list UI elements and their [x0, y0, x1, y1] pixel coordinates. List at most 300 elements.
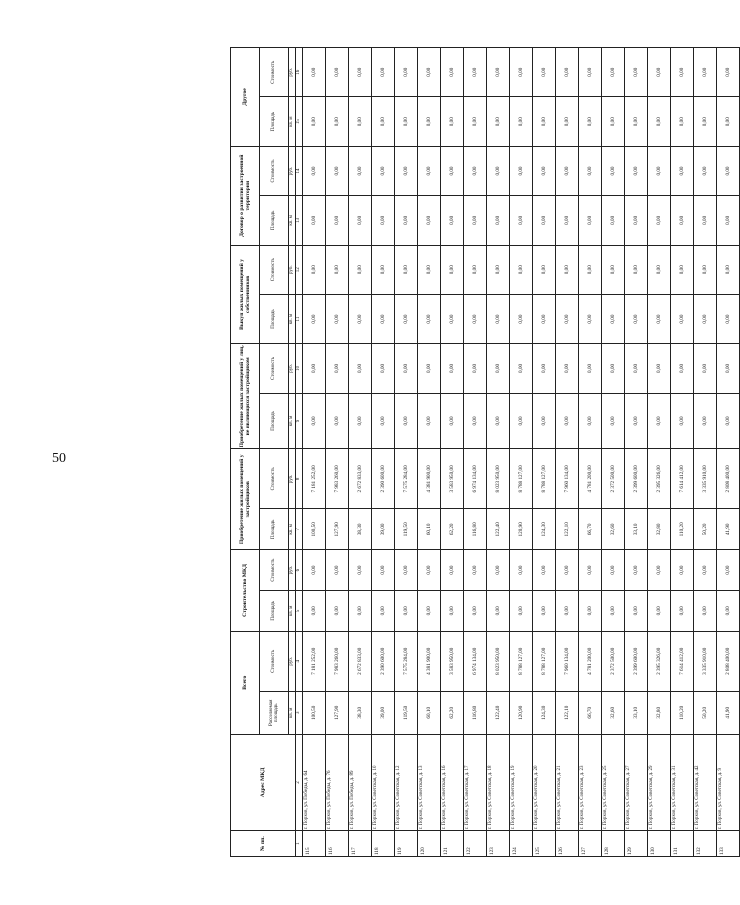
subheader-area: Площадь	[260, 590, 289, 631]
zero-cell: 0,00	[671, 196, 694, 245]
construction-cost: 0,00	[717, 550, 740, 591]
subheader-cost: Стоимость	[260, 48, 289, 97]
purchase-cost: 2 372 500,00	[602, 449, 625, 509]
column-number: 8	[296, 449, 303, 509]
zero-cell: 0,00	[717, 245, 740, 294]
zero-cell: 0,00	[303, 48, 326, 97]
zero-cell: 0,00	[464, 97, 487, 146]
total-area: 50,20	[694, 691, 717, 734]
zero-cell: 0,00	[303, 393, 326, 449]
zero-cell: 0,00	[441, 393, 464, 449]
total-cost: 7 181 252,00	[303, 631, 326, 691]
construction-area: 0,00	[625, 590, 648, 631]
column-number: 9	[296, 393, 303, 449]
subheader-cost: Стоимость	[260, 449, 289, 509]
zero-cell: 0,00	[625, 245, 648, 294]
zero-cell: 0,00	[418, 196, 441, 245]
column-number: 6	[296, 550, 303, 591]
row-address: г. Порхов, ул. Советская, д. 9	[717, 734, 740, 831]
unit-area: кв. м	[289, 509, 296, 550]
row-number: 127	[579, 831, 602, 857]
construction-cost: 0,00	[694, 550, 717, 591]
total-area: 110,20	[671, 691, 694, 734]
table-row	[510, 48, 533, 857]
subheader-cost: Стоимость	[260, 631, 289, 691]
zero-cell: 0,00	[602, 48, 625, 97]
zero-cell: 0,00	[648, 97, 671, 146]
zero-cell: 0,00	[602, 146, 625, 195]
zero-cell: 0,00	[395, 146, 418, 195]
row-number: 131	[671, 831, 694, 857]
construction-cost: 0,00	[556, 550, 579, 591]
construction-cost: 0,00	[625, 550, 648, 591]
table-row	[303, 48, 326, 857]
row-number: 128	[602, 831, 625, 857]
zero-cell: 0,00	[349, 97, 372, 146]
zero-cell: 0,00	[441, 344, 464, 393]
purchase-cost: 2 395 326,00	[648, 449, 671, 509]
table-row	[418, 48, 441, 857]
purchase-cost: 2 672 833,00	[349, 449, 372, 509]
zero-cell: 0,00	[441, 146, 464, 195]
total-area: 100,50	[303, 691, 326, 734]
row-address: г. Порхов, ул. Советская, д. 20	[533, 734, 556, 831]
zero-cell: 0,00	[694, 245, 717, 294]
zero-cell: 0,00	[671, 245, 694, 294]
row-address: г. Порхов, ул. Советская, д. 17	[464, 734, 487, 831]
zero-cell: 0,00	[510, 196, 533, 245]
purchase-area: 100,50	[303, 509, 326, 550]
construction-area: 0,00	[579, 590, 602, 631]
subheader-cost: Стоимость	[260, 550, 289, 591]
zero-cell: 0,00	[487, 245, 510, 294]
subheader-cost: Стоимость	[260, 245, 289, 294]
total-area: 60,10	[418, 691, 441, 734]
table-row	[441, 48, 464, 857]
purchase-cost: 2 399 600,00	[625, 449, 648, 509]
total-area: 66,70	[579, 691, 602, 734]
zero-cell: 0,00	[372, 245, 395, 294]
zero-cell: 0,00	[579, 196, 602, 245]
construction-cost: 0,00	[487, 550, 510, 591]
purchase-area: 116,80	[464, 509, 487, 550]
zero-cell: 0,00	[326, 245, 349, 294]
table-row	[372, 48, 395, 857]
row-address: г. Порхов, ул. Советская, д. 10	[372, 734, 395, 831]
zero-cell: 0,00	[694, 344, 717, 393]
row-address: г. Порхов, ул. Советская, д. 13	[418, 734, 441, 831]
total-cost: 2 808 400,00	[717, 631, 740, 691]
total-cost: 2 390 600,00	[372, 631, 395, 691]
zero-cell: 0,00	[556, 97, 579, 146]
zero-cell: 0,00	[602, 196, 625, 245]
row-number: 121	[441, 831, 464, 857]
column-number: 2	[296, 734, 303, 831]
zero-cell: 0,00	[717, 344, 740, 393]
table-row	[671, 48, 694, 857]
total-cost: 2 672 833,00	[349, 631, 372, 691]
zero-cell: 0,00	[579, 344, 602, 393]
zero-cell: 0,00	[464, 245, 487, 294]
purchase-area: 110,20	[671, 509, 694, 550]
row-number: 129	[625, 831, 648, 857]
row-number: 118	[372, 831, 395, 857]
zero-cell: 0,00	[602, 344, 625, 393]
zero-cell: 0,00	[556, 344, 579, 393]
zero-cell: 0,00	[464, 393, 487, 449]
row-address: г. Порхов, ул. Советская, д. 16	[441, 734, 464, 831]
zero-cell: 0,00	[579, 97, 602, 146]
zero-cell: 0,00	[395, 48, 418, 97]
zero-cell: 0,00	[303, 146, 326, 195]
row-address: г. Порхов, ул. Победы, д. 89	[349, 734, 372, 831]
zero-cell: 0,00	[533, 393, 556, 449]
zero-cell: 0,00	[464, 146, 487, 195]
zero-cell: 0,00	[556, 294, 579, 343]
total-area: 33,10	[625, 691, 648, 734]
row-number: 122	[464, 831, 487, 857]
purchase-cost: 7 181 252,00	[303, 449, 326, 509]
construction-area: 0,00	[418, 590, 441, 631]
row-number: 120	[418, 831, 441, 857]
zero-cell: 0,00	[648, 146, 671, 195]
construction-cost: 0,00	[418, 550, 441, 591]
purchase-cost: 3 583 950,00	[441, 449, 464, 509]
zero-cell: 0,00	[602, 393, 625, 449]
construction-cost: 0,00	[602, 550, 625, 591]
zero-cell: 0,00	[487, 294, 510, 343]
zero-cell: 0,00	[487, 146, 510, 195]
zero-cell: 0,00	[671, 393, 694, 449]
zero-cell: 0,00	[395, 245, 418, 294]
total-cost: 3 335 910,00	[694, 631, 717, 691]
total-cost: 6 974 134,00	[464, 631, 487, 691]
construction-area: 0,00	[303, 590, 326, 631]
construction-cost: 0,00	[579, 550, 602, 591]
zero-cell: 0,00	[694, 393, 717, 449]
column-number: 15	[296, 97, 303, 146]
zero-cell: 0,00	[303, 245, 326, 294]
total-cost: 4 381 900,00	[418, 631, 441, 691]
zero-cell: 0,00	[372, 97, 395, 146]
row-address: г. Порхов, ул. Советская, д. 27	[625, 734, 648, 831]
unit-cost: руб.	[289, 631, 296, 691]
zero-cell: 0,00	[579, 245, 602, 294]
zero-cell: 0,00	[602, 245, 625, 294]
zero-cell: 0,00	[303, 196, 326, 245]
zero-cell: 0,00	[441, 48, 464, 97]
zero-cell: 0,00	[487, 97, 510, 146]
row-address: г. Порхов, ул. Советская, д. 29	[648, 734, 671, 831]
construction-area: 0,00	[556, 590, 579, 631]
zero-cell: 0,00	[487, 196, 510, 245]
zero-cell: 0,00	[533, 196, 556, 245]
zero-cell: 0,00	[372, 294, 395, 343]
zero-cell: 0,00	[326, 393, 349, 449]
zero-cell: 0,00	[556, 393, 579, 449]
construction-area: 0,00	[510, 590, 533, 631]
column-number: 14	[296, 146, 303, 195]
column-number: 5	[296, 590, 303, 631]
unit-area: кв. м	[289, 691, 296, 734]
zero-cell: 0,00	[441, 294, 464, 343]
unit-area: кв. м	[289, 590, 296, 631]
zero-cell: 0,00	[418, 393, 441, 449]
column-number: 3	[296, 691, 303, 734]
zero-cell: 0,00	[648, 245, 671, 294]
header-difference: Договор о развитии застроенной территории	[231, 146, 260, 245]
header-row-groups	[231, 48, 260, 857]
subheader-cost: Стоимость	[260, 344, 289, 393]
table-row	[602, 48, 625, 857]
unit-cost: руб.	[289, 550, 296, 591]
purchase-cost: 2 808 400,00	[717, 449, 740, 509]
construction-area: 0,00	[395, 590, 418, 631]
purchase-area: 50,20	[694, 509, 717, 550]
total-cost: 8 788 127,00	[533, 631, 556, 691]
zero-cell: 0,00	[579, 393, 602, 449]
zero-cell: 0,00	[418, 97, 441, 146]
zero-cell: 0,00	[694, 146, 717, 195]
zero-cell: 0,00	[602, 97, 625, 146]
purchase-area: 32,60	[602, 509, 625, 550]
zero-cell: 0,00	[625, 146, 648, 195]
zero-cell: 0,00	[579, 48, 602, 97]
total-cost: 7 575 284,00	[395, 631, 418, 691]
zero-cell: 0,00	[694, 294, 717, 343]
construction-area: 0,00	[464, 590, 487, 631]
zero-cell: 0,00	[349, 48, 372, 97]
table-body	[231, 48, 740, 857]
table-row	[625, 48, 648, 857]
unit-cost: руб.	[289, 449, 296, 509]
purchase-area: 66,70	[579, 509, 602, 550]
purchase-area: 33,10	[625, 509, 648, 550]
zero-cell: 0,00	[717, 97, 740, 146]
header-redemption: Выкуп жилых помещений у собственников	[231, 245, 260, 344]
zero-cell: 0,00	[625, 97, 648, 146]
zero-cell: 0,00	[671, 146, 694, 195]
zero-cell: 0,00	[579, 294, 602, 343]
total-area: 122,40	[487, 691, 510, 734]
zero-cell: 0,00	[671, 97, 694, 146]
purchase-cost: 3 335 910,00	[694, 449, 717, 509]
purchase-cost: 7 960 134,00	[556, 449, 579, 509]
zero-cell: 0,00	[487, 393, 510, 449]
total-cost: 4 781 200,00	[579, 631, 602, 691]
zero-cell: 0,00	[510, 294, 533, 343]
table-row	[326, 48, 349, 857]
zero-cell: 0,00	[671, 48, 694, 97]
purchase-area: 62,20	[441, 509, 464, 550]
row-number: 133	[717, 831, 740, 857]
zero-cell: 0,00	[418, 294, 441, 343]
purchase-cost: 8 788 127,00	[510, 449, 533, 509]
purchase-cost: 4 781 200,00	[579, 449, 602, 509]
construction-cost: 0,00	[372, 550, 395, 591]
zero-cell: 0,00	[625, 196, 648, 245]
zero-cell: 0,00	[349, 344, 372, 393]
zero-cell: 0,00	[487, 48, 510, 97]
zero-cell: 0,00	[464, 294, 487, 343]
header-construction: Строительство МКД	[231, 550, 260, 632]
construction-cost: 0,00	[441, 550, 464, 591]
row-address: г. Порхов, ул. Советская, д. 23	[579, 734, 602, 831]
zero-cell: 0,00	[441, 245, 464, 294]
total-area: 116,80	[464, 691, 487, 734]
total-area: 38,30	[349, 691, 372, 734]
zero-cell: 0,00	[418, 48, 441, 97]
subheader-cost: Стоимость	[260, 146, 289, 195]
zero-cell: 0,00	[395, 97, 418, 146]
total-cost: 8 788 127,00	[510, 631, 533, 691]
zero-cell: 0,00	[326, 344, 349, 393]
purchase-area: 122,10	[556, 509, 579, 550]
zero-cell: 0,00	[441, 97, 464, 146]
zero-cell: 0,00	[510, 146, 533, 195]
table-row	[579, 48, 602, 857]
column-number: 1	[296, 831, 303, 857]
header-address: Адрес МКД	[231, 734, 296, 831]
zero-cell: 0,00	[372, 146, 395, 195]
zero-cell: 0,00	[648, 48, 671, 97]
zero-cell: 0,00	[510, 48, 533, 97]
total-cost: 2 395 326,00	[648, 631, 671, 691]
header-row-col-numbers	[296, 48, 303, 857]
header-other: Другое	[231, 48, 260, 147]
zero-cell: 0,00	[625, 393, 648, 449]
row-number: 117	[349, 831, 372, 857]
zero-cell: 0,00	[533, 97, 556, 146]
zero-cell: 0,00	[303, 344, 326, 393]
row-number: 116	[326, 831, 349, 857]
unit-area: кв. м	[289, 97, 296, 146]
total-cost: 2 399 600,00	[625, 631, 648, 691]
total-area: 124,30	[533, 691, 556, 734]
zero-cell: 0,00	[349, 294, 372, 343]
unit-cost: руб.	[289, 48, 296, 97]
zero-cell: 0,00	[648, 344, 671, 393]
row-address: г. Порхов, ул. Победы, д. 64	[303, 734, 326, 831]
table-row	[694, 48, 717, 857]
purchase-cost: 4 381 900,00	[418, 449, 441, 509]
zero-cell: 0,00	[579, 146, 602, 195]
construction-cost: 0,00	[464, 550, 487, 591]
row-address: г. Порхов, ул. Победы, д. 76	[326, 734, 349, 831]
table-row	[533, 48, 556, 857]
zero-cell: 0,00	[349, 196, 372, 245]
row-address: г. Порхов, ул. Советская, д. 19	[510, 734, 533, 831]
header-purchase-other: Приобретение жилых помещений у лиц, не являющихся застройщиком	[231, 344, 260, 449]
total-area: 119,50	[395, 691, 418, 734]
total-area: 41,90	[717, 691, 740, 734]
zero-cell: 0,00	[717, 294, 740, 343]
header-purchase: Приобретение жилых помещений у застройщиков	[231, 449, 260, 550]
zero-cell: 0,00	[372, 344, 395, 393]
construction-area: 0,00	[349, 590, 372, 631]
construction-area: 0,00	[602, 590, 625, 631]
zero-cell: 0,00	[303, 294, 326, 343]
total-area: 120,90	[510, 691, 533, 734]
zero-cell: 0,00	[671, 294, 694, 343]
purchase-cost: 8 788 127,00	[533, 449, 556, 509]
zero-cell: 0,00	[694, 97, 717, 146]
zero-cell: 0,00	[510, 245, 533, 294]
zero-cell: 0,00	[510, 393, 533, 449]
zero-cell: 0,00	[464, 196, 487, 245]
zero-cell: 0,00	[326, 196, 349, 245]
zero-cell: 0,00	[533, 294, 556, 343]
row-number: 130	[648, 831, 671, 857]
zero-cell: 0,00	[395, 344, 418, 393]
purchase-area: 120,90	[510, 509, 533, 550]
table-row	[464, 48, 487, 857]
subheader-area: Площадь	[260, 509, 289, 550]
unit-cost: руб.	[289, 245, 296, 294]
purchase-area: 41,90	[717, 509, 740, 550]
table-row	[395, 48, 418, 857]
zero-cell: 0,00	[694, 48, 717, 97]
purchase-area: 60,10	[418, 509, 441, 550]
zero-cell: 0,00	[418, 245, 441, 294]
column-number: 10	[296, 344, 303, 393]
purchase-area: 122,40	[487, 509, 510, 550]
zero-cell: 0,00	[349, 146, 372, 195]
purchase-area: 119,50	[395, 509, 418, 550]
total-area: 39,00	[372, 691, 395, 734]
zero-cell: 0,00	[671, 344, 694, 393]
zero-cell: 0,00	[395, 196, 418, 245]
construction-area: 0,00	[694, 590, 717, 631]
construction-cost: 0,00	[533, 550, 556, 591]
column-number: 7	[296, 509, 303, 550]
column-number: 11	[296, 294, 303, 343]
zero-cell: 0,00	[418, 146, 441, 195]
construction-cost: 0,00	[349, 550, 372, 591]
zero-cell: 0,00	[464, 344, 487, 393]
purchase-area: 32,80	[648, 509, 671, 550]
construction-area: 0,00	[671, 590, 694, 631]
zero-cell: 0,00	[625, 344, 648, 393]
unit-cost: руб.	[289, 344, 296, 393]
table-row	[487, 48, 510, 857]
zero-cell: 0,00	[717, 196, 740, 245]
zero-cell: 0,00	[372, 393, 395, 449]
total-area: 122,10	[556, 691, 579, 734]
zero-cell: 0,00	[418, 344, 441, 393]
zero-cell: 0,00	[326, 97, 349, 146]
construction-cost: 0,00	[648, 550, 671, 591]
table-row	[349, 48, 372, 857]
column-number: 4	[296, 631, 303, 691]
zero-cell: 0,00	[556, 196, 579, 245]
construction-area: 0,00	[717, 590, 740, 631]
purchase-cost: 7 614 412,00	[671, 449, 694, 509]
purchase-area: 124,30	[533, 509, 556, 550]
purchase-cost: 8 023 950,00	[487, 449, 510, 509]
zero-cell: 0,00	[648, 393, 671, 449]
subheader-area: Площадь	[260, 97, 289, 146]
header-total: Всего	[231, 631, 260, 734]
row-number: 125	[533, 831, 556, 857]
construction-cost: 0,00	[671, 550, 694, 591]
zero-cell: 0,00	[303, 97, 326, 146]
zero-cell: 0,00	[717, 393, 740, 449]
zero-cell: 0,00	[349, 245, 372, 294]
total-area: 32,80	[648, 691, 671, 734]
zero-cell: 0,00	[326, 294, 349, 343]
zero-cell: 0,00	[533, 146, 556, 195]
